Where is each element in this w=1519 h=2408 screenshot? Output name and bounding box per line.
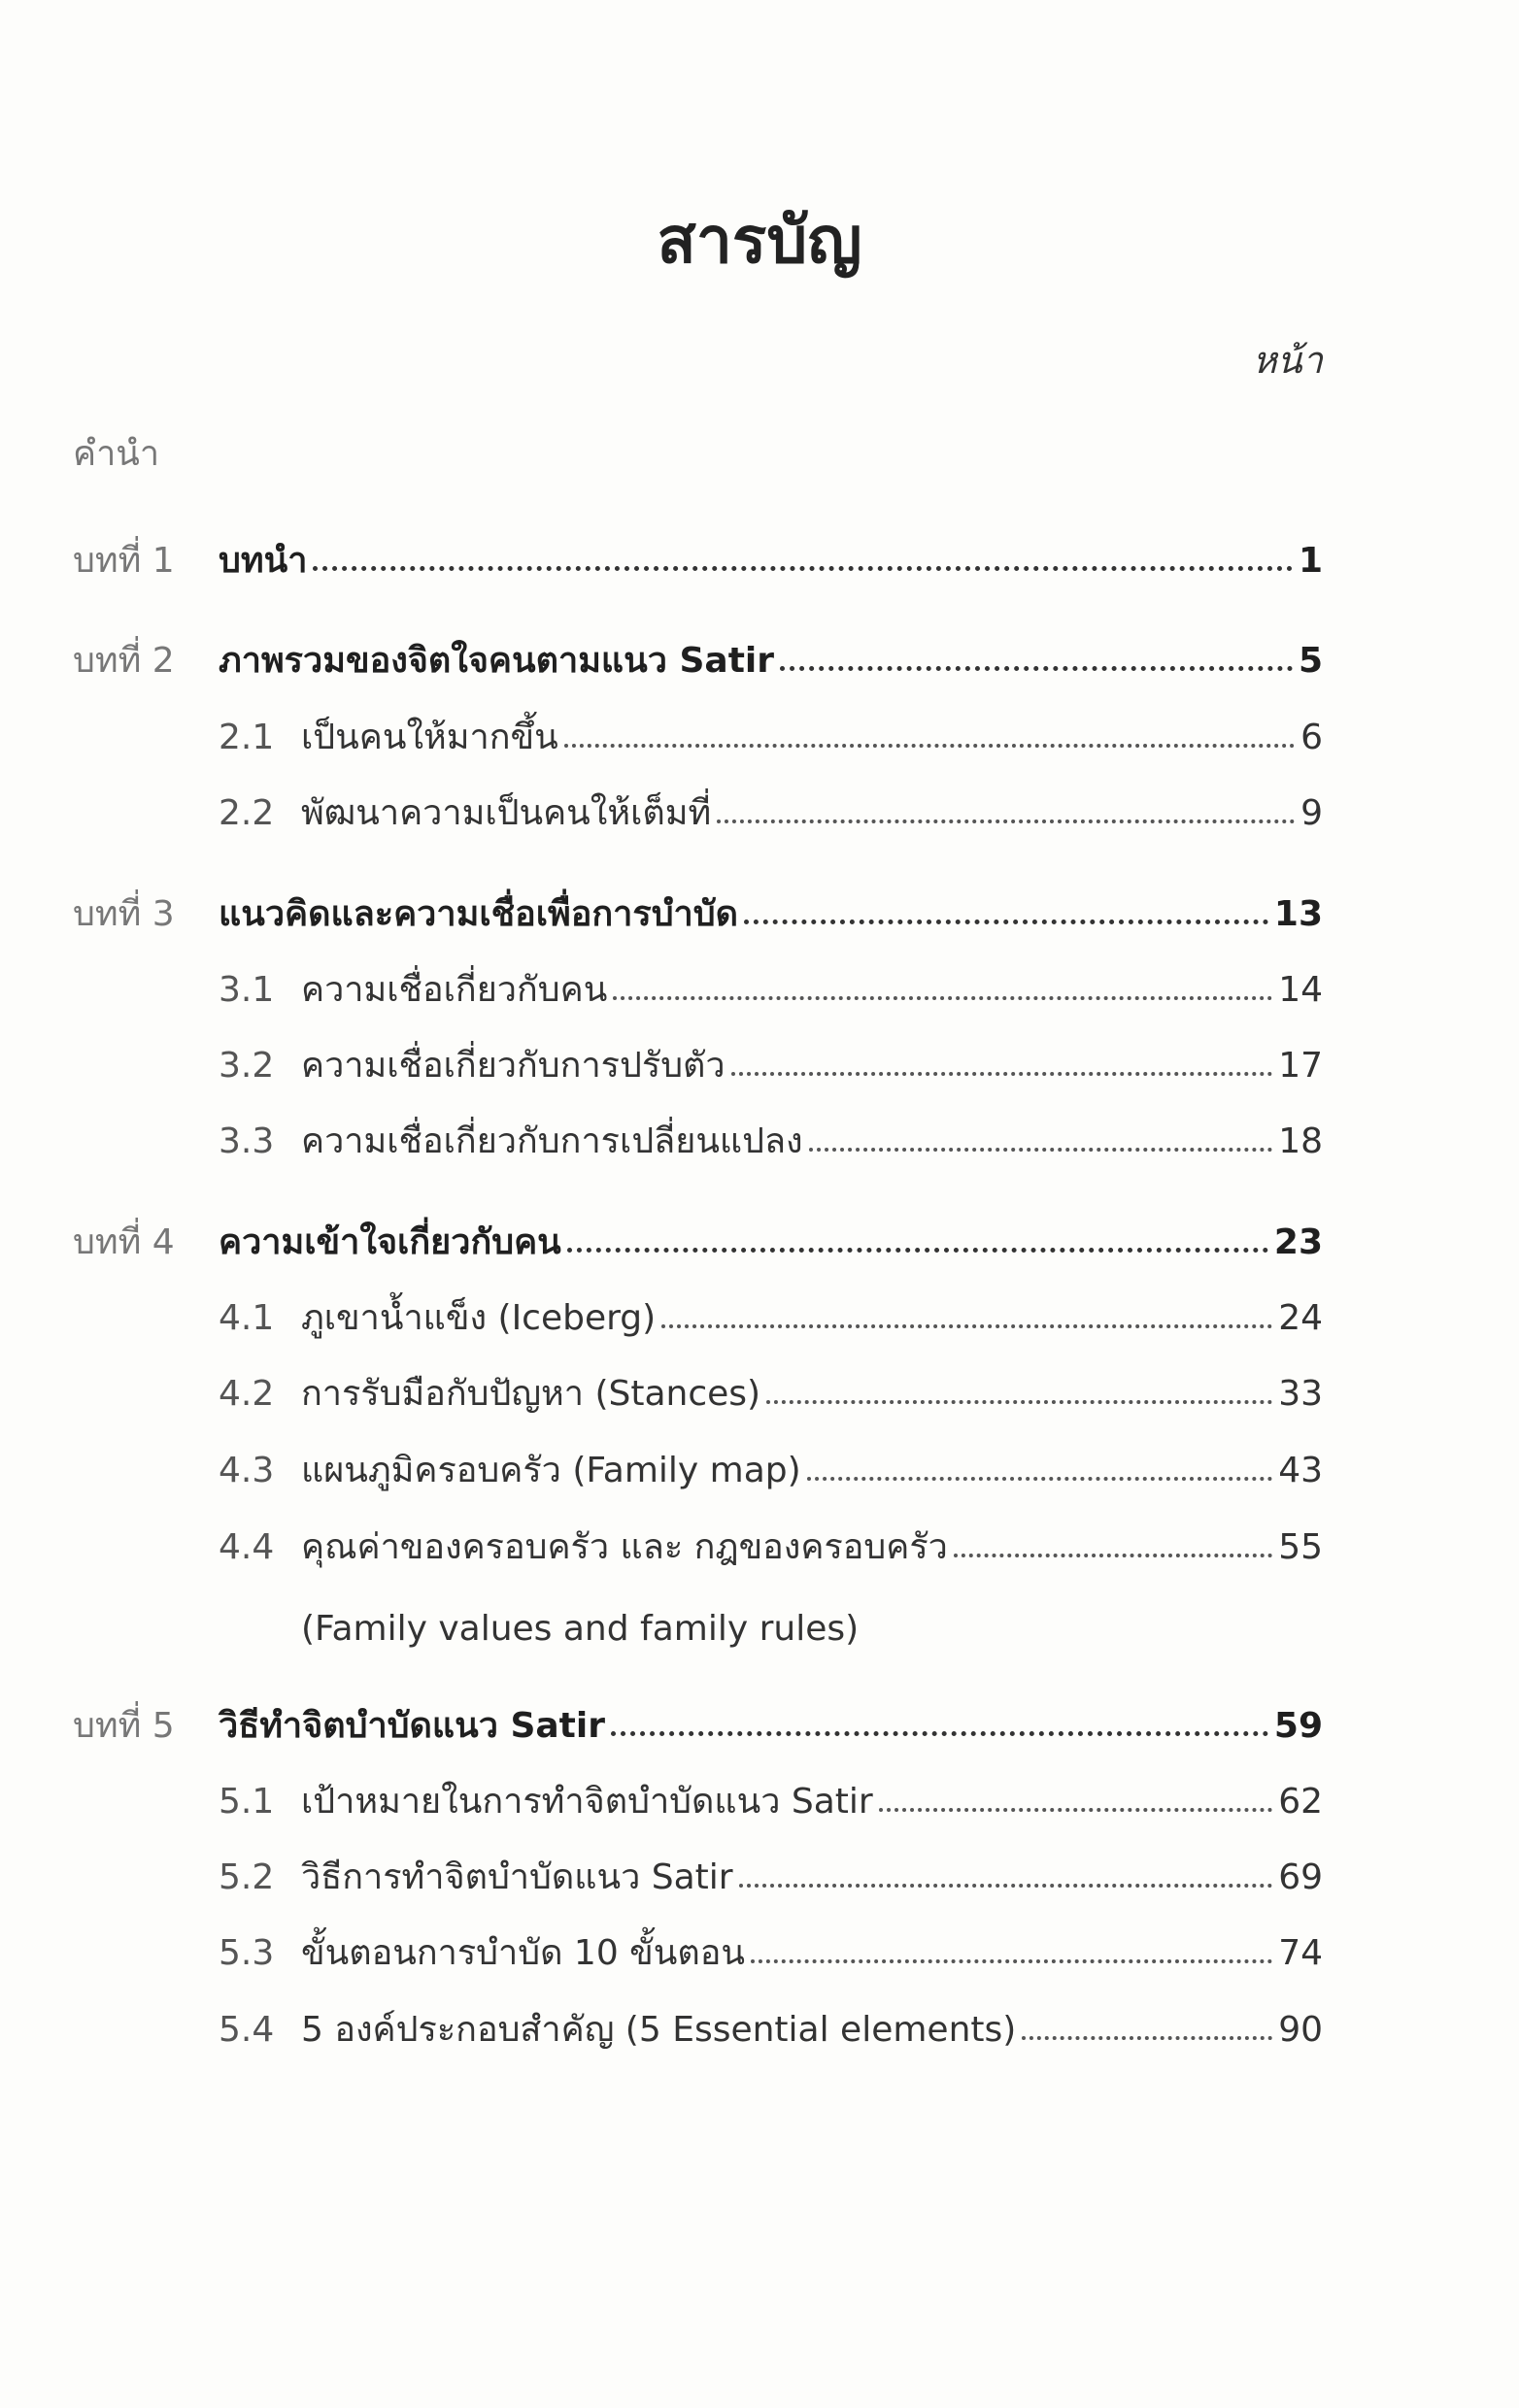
chapter-prefix: บทที่ 2	[73, 641, 175, 681]
section-page-number: 9	[1300, 793, 1323, 833]
chapter-page-number: 1	[1298, 541, 1323, 581]
dot-leader	[613, 996, 1272, 1000]
chapter-title: บทนำ	[219, 541, 308, 581]
dot-leader	[1022, 2036, 1272, 2040]
section-title: การรับมือกับปัญหา (Stances)	[301, 1374, 761, 1414]
section-title: วิธีการทำจิตบำบัดแนว Satir	[301, 1857, 733, 1897]
section-title: 5 องค์ประกอบสำคัญ (5 Essential elements)	[301, 2010, 1017, 2050]
section-title-continuation: (Family values and family rules)	[301, 1609, 860, 1649]
section-page-number: 55	[1278, 1527, 1323, 1567]
toc-section-5-2[interactable]	[219, 1857, 1323, 1897]
chapter-title: แนวคิดและความเชื่อเพื่อการบำบัด	[219, 894, 738, 934]
section-number: 3.2	[219, 1046, 275, 1086]
dot-leader	[954, 1554, 1272, 1557]
toc-section-4-4[interactable]	[219, 1527, 1323, 1567]
toc-chapter-5[interactable]	[73, 1706, 1323, 1746]
toc-chapter-2[interactable]	[73, 641, 1323, 681]
dot-leader	[567, 1248, 1268, 1253]
toc-section-3-2[interactable]	[219, 1046, 1323, 1086]
chapter-title: วิธีทำจิตบำบัดแนว Satir	[219, 1706, 605, 1746]
toc-section-4-1[interactable]	[219, 1298, 1323, 1338]
section-number: 4.1	[219, 1298, 275, 1338]
chapter-page-number: 23	[1273, 1222, 1323, 1262]
section-page-number: 17	[1278, 1046, 1323, 1086]
section-page-number: 24	[1278, 1298, 1323, 1338]
chapter-prefix: บทที่ 1	[73, 541, 175, 581]
toc-section-5-3[interactable]	[219, 1933, 1323, 1973]
section-page-number: 69	[1278, 1857, 1323, 1897]
section-title: ความเชื่อเกี่ยวกับคน	[301, 970, 608, 1010]
section-page-number: 33	[1278, 1374, 1323, 1414]
section-page-number: 14	[1278, 970, 1323, 1010]
section-number: 4.3	[219, 1451, 275, 1490]
toc-section-4-2[interactable]	[219, 1374, 1323, 1414]
chapter-page-number: 13	[1273, 894, 1323, 934]
toc-section-3-1[interactable]	[219, 970, 1323, 1010]
section-title: ความเชื่อเกี่ยวกับการเปลี่ยนแปลง	[301, 1121, 803, 1161]
toc-chapter-1[interactable]	[73, 541, 1323, 581]
dot-leader	[717, 819, 1295, 823]
dot-leader	[564, 744, 1295, 748]
section-page-number: 74	[1278, 1933, 1323, 1973]
dot-leader	[809, 1148, 1273, 1152]
page-title: สารบัญ	[657, 203, 862, 278]
page-column-label: หน้า	[1252, 339, 1323, 382]
toc-section-2-1[interactable]	[219, 720, 1323, 755]
dot-leader	[661, 1324, 1272, 1328]
section-number: 5.3	[219, 1933, 275, 1973]
section-title: คุณค่าของครอบครัว และ กฎของครอบครัว	[301, 1527, 948, 1567]
dot-leader	[807, 1477, 1273, 1481]
toc-chapter-3[interactable]	[73, 894, 1323, 934]
dot-leader	[313, 566, 1293, 571]
section-title: เป็นคนให้มากขึ้น	[301, 718, 558, 757]
section-title: แผนภูมิครอบครัว (Family map)	[301, 1451, 801, 1490]
chapter-prefix: บทที่ 5	[73, 1706, 175, 1746]
section-page-number: 6	[1300, 718, 1323, 757]
section-number: 2.1	[219, 718, 275, 757]
toc-section-5-1[interactable]	[219, 1782, 1323, 1822]
dot-leader	[751, 1959, 1272, 1963]
toc-preface-entry: คำนำ	[73, 434, 160, 474]
chapter-page-number: 5	[1298, 641, 1323, 681]
dot-leader	[731, 1072, 1273, 1076]
chapter-title: ภาพรวมของจิตใจคนตามแนว Satir	[219, 641, 775, 681]
dot-leader	[879, 1808, 1272, 1812]
section-page-number: 18	[1278, 1121, 1323, 1161]
toc-section-3-3[interactable]	[219, 1121, 1323, 1161]
section-number: 3.1	[219, 970, 275, 1010]
toc-section-5-4[interactable]	[219, 2010, 1323, 2050]
dot-leader	[739, 1884, 1273, 1888]
toc-section-4-3[interactable]	[219, 1451, 1323, 1490]
section-number: 5.1	[219, 1782, 275, 1822]
section-number: 2.2	[219, 793, 275, 833]
section-title: เป้าหมายในการทำจิตบำบัดแนว Satir	[301, 1782, 873, 1822]
section-title: ภูเขาน้ำแข็ง (Iceberg)	[301, 1298, 657, 1338]
chapter-prefix: บทที่ 3	[73, 894, 175, 934]
chapter-page-number: 59	[1273, 1706, 1323, 1746]
section-page-number: 43	[1278, 1451, 1323, 1490]
section-title: ขั้นตอนการบำบัด 10 ขั้นตอน	[301, 1933, 745, 1973]
section-number: 5.4	[219, 2010, 275, 2050]
chapter-title: ความเข้าใจเกี่ยวกับคน	[219, 1222, 561, 1262]
toc-chapter-4[interactable]	[73, 1222, 1323, 1262]
section-title: ความเชื่อเกี่ยวกับการปรับตัว	[301, 1046, 726, 1086]
section-number: 3.3	[219, 1121, 275, 1161]
section-page-number: 90	[1278, 2010, 1323, 2050]
section-number: 4.2	[219, 1374, 275, 1414]
dot-leader	[744, 920, 1268, 924]
dot-leader	[766, 1400, 1272, 1404]
chapter-prefix: บทที่ 4	[73, 1222, 175, 1262]
section-page-number: 62	[1278, 1782, 1323, 1822]
section-number: 4.4	[219, 1527, 275, 1567]
dot-leader	[611, 1731, 1268, 1736]
dot-leader	[780, 666, 1293, 671]
toc-section-2-2[interactable]	[219, 793, 1323, 833]
section-number: 5.2	[219, 1857, 275, 1897]
section-title: พัฒนาความเป็นคนให้เต็มที่	[301, 793, 712, 833]
